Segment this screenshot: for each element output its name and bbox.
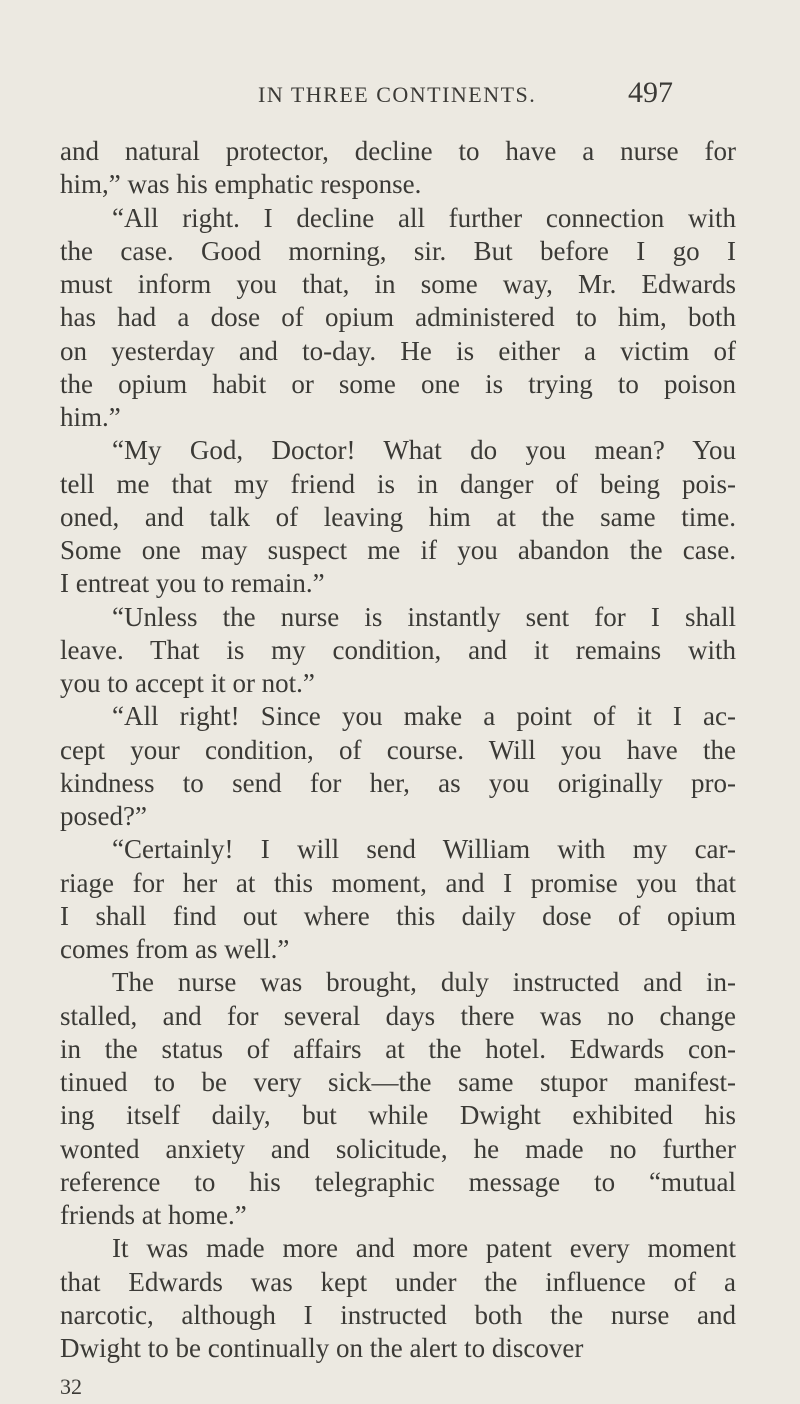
text-line: narcotic, although I instructed both the nurse and: [60, 1300, 736, 1330]
text-line: It was made more and more patent every moment: [112, 1233, 736, 1263]
text-line: on yesterday and to-day. He is either a victim of: [60, 336, 736, 366]
text-line: oned, and talk of leaving him at the same time.: [60, 502, 736, 532]
text-line: and natural protector, decline to have a nurse for: [60, 136, 736, 166]
signature-mark: 32: [60, 1374, 82, 1399]
text-line: comes from as well.”: [60, 934, 290, 964]
text-line: cept your condition, of course. Will you have the: [60, 735, 736, 765]
running-head: [0, 76, 800, 122]
text-line: I shall find out where this daily dose of opium: [60, 901, 736, 931]
text-line: tinued to be very sick—the same stupor manifest-: [60, 1067, 736, 1097]
text-line: friends at home.”: [60, 1200, 247, 1230]
text-line: ing itself daily, but while Dwight exhibited his: [60, 1100, 736, 1130]
text-line: stalled, and for several days there was no change: [60, 1001, 736, 1031]
text-line: riage for her at this moment, and I promise you that: [60, 868, 736, 898]
text-line: kindness to send for her, as you originally pro-: [60, 768, 736, 798]
text-line: “Unless the nurse is instantly sent for I shall: [112, 602, 736, 632]
text-line: that Edwards was kept under the influence of a: [60, 1267, 736, 1297]
text-line: leave. That is my condition, and it remains with: [60, 635, 736, 665]
text-line: in the status of affairs at the hotel. Edwards con-: [60, 1034, 736, 1064]
text-line: Dwight to be continually on the alert to discover: [60, 1333, 584, 1363]
page-number: 497: [628, 76, 673, 109]
text-line: him.”: [60, 402, 121, 432]
text-line: posed?”: [60, 801, 147, 831]
text-line: must inform you that, in some way, Mr. Edwards: [60, 269, 736, 299]
running-head-title: IN THREE CONTINENTS.: [258, 82, 537, 107]
text-line: the case. Good morning, sir. But before I go I: [60, 236, 736, 266]
text-line: him,” was his emphatic response.: [60, 169, 422, 199]
text-line: has had a dose of opium administered to him, both: [60, 302, 736, 332]
text-line: “Certainly! I will send William with my car-: [112, 834, 736, 864]
text-line: the opium habit or some one is trying to poison: [60, 369, 736, 399]
text-line: “All right. I decline all further connection with: [112, 203, 736, 233]
text-line: reference to his telegraphic message to “mutual: [60, 1167, 736, 1197]
text-line: wonted anxiety and solicitude, he made no further: [60, 1134, 736, 1164]
text-line: you to accept it or not.”: [60, 668, 315, 698]
text-line: Some one may suspect me if you abandon the case.: [60, 535, 736, 565]
text-line: tell me that my friend is in danger of being pois-: [60, 469, 736, 499]
text-line: The nurse was brought, duly instructed and in-: [112, 967, 736, 997]
text-line: “My God, Doctor! What do you mean? You: [112, 435, 736, 465]
text-line: “All right! Since you make a point of it I ac-: [112, 701, 736, 731]
text-line: I entreat you to remain.”: [60, 568, 325, 598]
